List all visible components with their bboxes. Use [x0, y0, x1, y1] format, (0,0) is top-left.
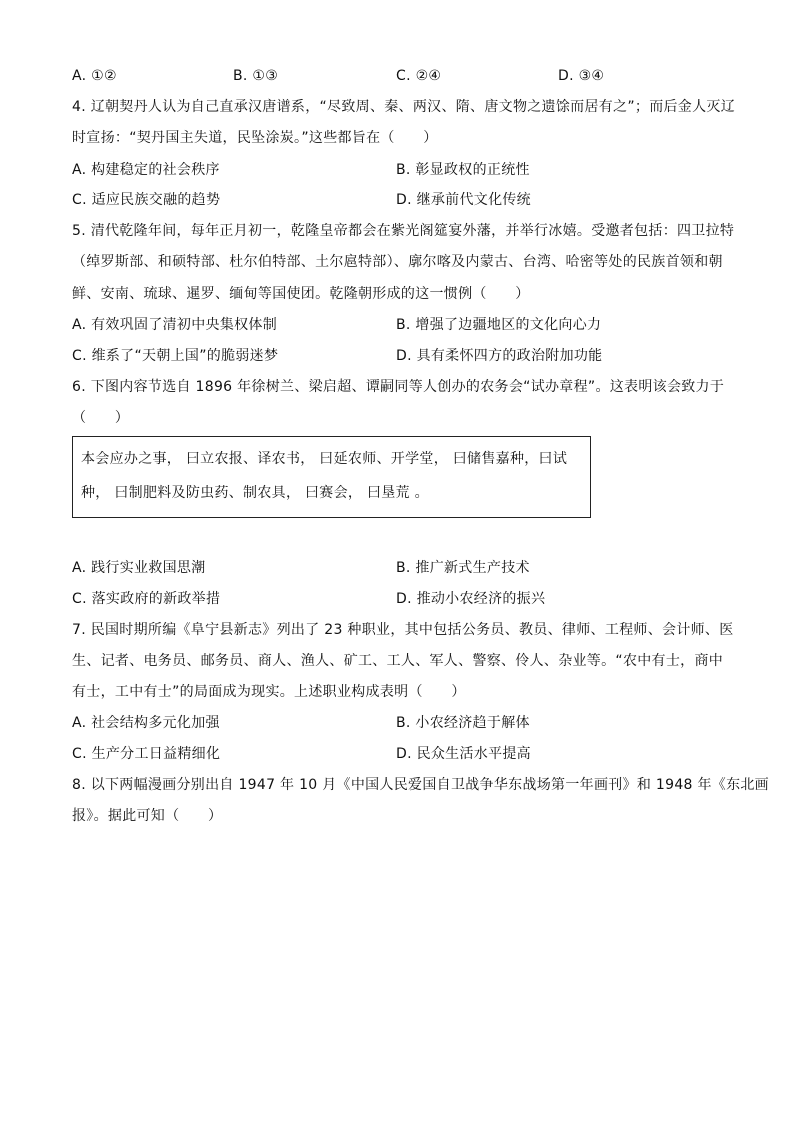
q5-option-d: D. 具有柔怀四方的政治附加功能	[396, 348, 603, 364]
q3-option-b: B. ①③	[233, 68, 279, 84]
q5-option-a: A. 有效巩固了清初中央集权体制	[72, 317, 278, 333]
q7-option-a: A. 社会结构多元化加强	[72, 715, 220, 731]
q3-option-c: C. ②④	[396, 68, 442, 84]
q6-option-a: A. 践行实业救国思潮	[72, 560, 206, 576]
q6-option-b: B. 推广新式生产技术	[396, 560, 530, 576]
q6-source-line-2: 种， 曰制肥料及防虫药、制农具， 曰赛会， 曰垦荒 。	[81, 485, 429, 501]
q5-stem-line-3: 鲜、安南、琉球、暹罗、缅甸等国使团。乾隆朝形成的这一惯例（ ）	[72, 286, 530, 302]
q3-option-a: A. ①②	[72, 68, 117, 84]
q4-option-a: A. 构建稳定的社会秩序	[72, 162, 220, 178]
q8-stem-line-2: 报》。据此可知（ ）	[72, 808, 223, 824]
q6-source-box	[72, 436, 591, 518]
q4-option-d: D. 继承前代文化传统	[396, 192, 531, 208]
q7-stem-line-2: 生、记者、电务员、邮务员、商人、渔人、矿工、工人、军人、警察、伶人、杂业等。“农中有士，商中	[72, 653, 724, 669]
q4-option-c: C. 适应民族交融的趋势	[72, 192, 221, 208]
q7-option-d: D. 民众生活水平提高	[396, 746, 531, 762]
q5-option-c: C. 维系了“天朝上国”的脆弱迷梦	[72, 348, 279, 364]
q5-stem-line-1: 5. 清代乾隆年间，每年正月初一，乾隆皇帝都会在紫光阁筵宴外藩，并举行冰嬉。受邀者包括：四卫拉特	[72, 223, 735, 239]
q8-stem-line-1: 8. 以下两幅漫画分别出自 1947 年 10 月《中国人民爱国自卫战争华东战场第一年画刊》和 1948 年《东北画	[72, 777, 769, 793]
q4-option-b: B. 彰显政权的正统性	[396, 162, 530, 178]
q4-stem-line-2: 时宣扬：“契丹国主失道，民坠涂炭。”这些都旨在（ ）	[72, 130, 438, 146]
q6-stem-line-2: （ ）	[72, 410, 130, 426]
q7-stem-line-1: 7. 民国时期所编《阜宁县新志》列出了 23 种职业，其中包括公务员、教员、律师、工程师、会计师、医	[72, 622, 734, 638]
q7-option-c: C. 生产分工日益精细化	[72, 746, 221, 762]
q6-stem-line-1: 6. 下图内容节选自 1896 年徐树兰、梁启超、谭嗣同等人创办的农务会“试办章程”。这表明该会致力于	[72, 379, 725, 395]
q7-option-b: B. 小农经济趋于解体	[396, 715, 530, 731]
q4-stem-line-1: 4. 辽朝契丹人认为自己直承汉唐谱系，“尽致周、秦、两汉、隋、唐文物之遗馀而居有之”；而后金人灭辽	[72, 99, 736, 115]
q6-option-d: D. 推动小农经济的振兴	[396, 591, 546, 607]
q7-stem-line-3: 有士，工中有士”的局面成为现实。上述职业构成表明（ ）	[72, 684, 466, 700]
q5-option-b: B. 增强了边疆地区的文化向心力	[396, 317, 602, 333]
q6-option-c: C. 落实政府的新政举措	[72, 591, 221, 607]
q5-stem-line-2: （绰罗斯部、和硕特部、杜尔伯特部、土尔扈特部）、廓尔喀及内蒙古、台湾、哈密等处的民族首领和朝	[72, 254, 723, 270]
q3-option-d: D. ③④	[558, 68, 605, 84]
q6-source-line-1: 本会应办之事， 曰立农报、译农书， 曰延农师、开学堂， 曰储售嘉种，曰试	[81, 451, 568, 467]
